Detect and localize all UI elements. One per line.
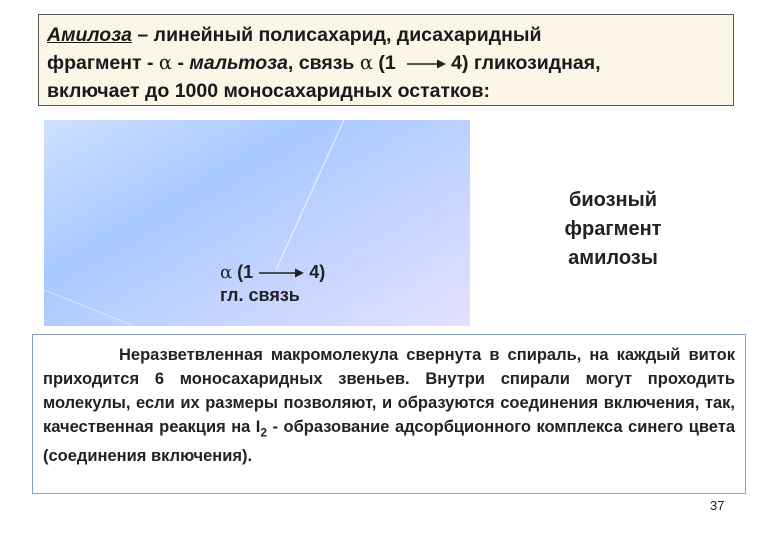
iodine-subscript: 2 [260, 425, 268, 440]
definition-line-2 [47, 49, 725, 77]
caption-line-3: амилозы [568, 247, 658, 269]
bond-label-start: (1 [237, 262, 254, 282]
bond-start: (1 [372, 52, 396, 74]
note-text-end: - образование адсорбционного комплекса синего цвета (соединения включения). [43, 418, 735, 466]
bond-label-end: 4) [309, 262, 326, 282]
page-number: 37 [710, 498, 725, 513]
definition-box [38, 14, 734, 106]
helix-note-box [32, 334, 746, 494]
definition-line-1-rest: – линейный полисахарид, дисахаридный [132, 24, 542, 46]
note-text-main: Неразветвленная макромолекула свернута в спираль, на каждый виток приходится 6 моносахаридных звеньев. Внутри спирали могут проходить молекулы, если их размеры позволяют, и образуются соединения включения, так, качественная реакция на I [43, 346, 735, 436]
bond-arrow-icon [257, 267, 305, 279]
glycosidic-bond-label [220, 262, 390, 306]
bond-end: 4) гликозидная, [451, 52, 601, 74]
bond-alpha-symbol: α [359, 51, 373, 74]
caption-line-1: биозный [569, 189, 657, 211]
arrow-right-icon [405, 58, 447, 70]
bond-word: , связь [287, 52, 360, 74]
bond-label-alpha: α [220, 262, 233, 283]
caption-line-2: фрагмент [564, 218, 662, 240]
helix-note-text [43, 343, 735, 468]
dash-separator: - [172, 52, 190, 74]
structure-image [44, 120, 470, 326]
fragment-prefix: фрагмент - [47, 52, 159, 74]
amylose-term: Амилоза [47, 24, 132, 46]
bond-formula [220, 262, 390, 283]
biose-fragment-caption [548, 186, 678, 273]
maltose-term: мальтоза [189, 52, 288, 74]
bond-caption: гл. связь [220, 285, 300, 305]
definition-line-3: включает до 1000 моносахаридных остатков: [47, 80, 490, 102]
alpha-symbol: α [158, 51, 173, 74]
definition-line-1 [47, 21, 725, 49]
